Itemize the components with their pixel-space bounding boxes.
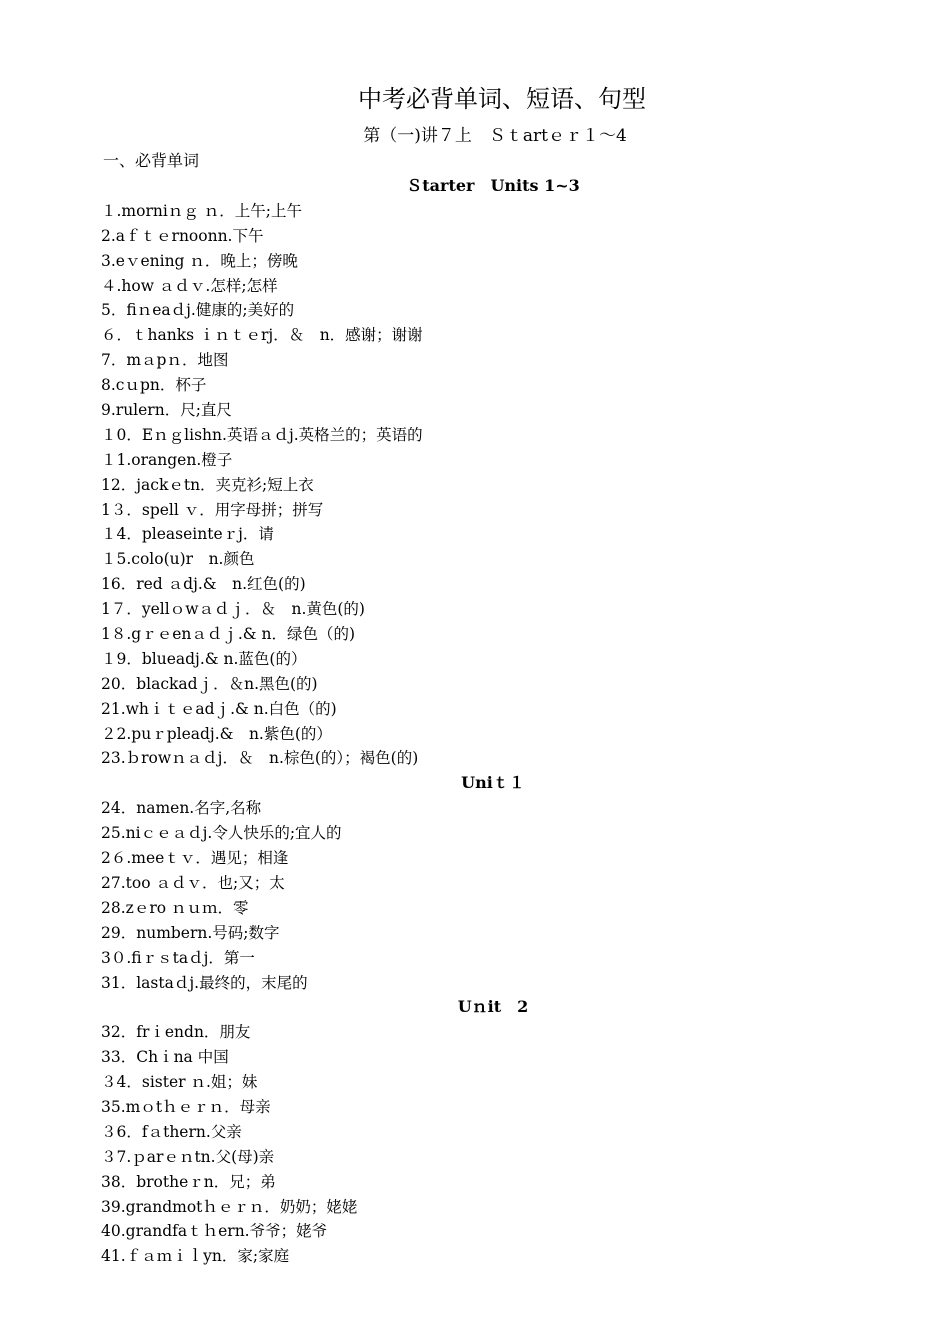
vocab-item: 24．namen.名字,名称 xyxy=(101,799,262,818)
vocab-item: 9.rulern．尺;直尺 xyxy=(101,401,232,420)
vocab-item: ３4．sister ｎ.姐；妹 xyxy=(101,1073,258,1092)
vocab-item: １1.orangen.橙子 xyxy=(101,450,233,469)
document-title: 中考必背单词、短语、句型 xyxy=(358,85,646,113)
unit-heading: Ｓtarter Units 1~3 xyxy=(406,176,580,195)
unit-heading: Uｎit 2 xyxy=(457,997,529,1017)
vocab-item: 8.cｕpn．杯子 xyxy=(101,376,207,395)
vocab-item: 31．lastaｄj.最终的，末尾的 xyxy=(101,973,308,992)
vocab-item: １.morniｎｇ ｎ．上午;上午 xyxy=(101,201,302,220)
vocab-item: 25.niｃｅａｄj.令人快乐的;宜人的 xyxy=(101,824,342,843)
section-heading: 一、必背单词 xyxy=(103,151,200,170)
vocab-item: １4．pleaseinteｒj．请 xyxy=(101,525,274,544)
vocab-item: 16．red ａdj.& n.红色(的) xyxy=(101,575,306,594)
vocab-item: 3.eｖening ｎ．晚上；傍晚 xyxy=(101,251,298,270)
vocab-item: １0．Eｎｇlishn.英语ａｄj.英格兰的；英语的 xyxy=(101,425,423,444)
vocab-item: 40.grandfaｔｈern.爷爷；姥爷 xyxy=(101,1222,328,1241)
vocab-item: 1８.gｒｅenａｄｊ.& n．绿色（的) xyxy=(101,625,356,644)
vocab-item: 29．numbern.号码;数字 xyxy=(101,923,280,942)
vocab-item: 5．fiｎeaｄj.健康的;美好的 xyxy=(101,301,295,320)
vocab-item: 1７．yellｏwａｄｊ．＆ n.黄色(的) xyxy=(101,600,365,619)
vocab-item: 33．Chｉna 中国 xyxy=(101,1048,229,1067)
vocab-item: 38．brotheｒn．兄；弟 xyxy=(101,1172,276,1191)
vocab-item: 39.grandmotｈｅｒｎ．奶奶；姥姥 xyxy=(101,1197,358,1216)
lecture-subtitle: 第（一)讲７上 Ｓｔartｅｒ１～4 xyxy=(363,126,627,146)
vocab-item: 2６.meeｔｖ．遇见；相逢 xyxy=(101,849,289,868)
vocab-item: 21.whｉｔｅadｊ.& n.白色（的) xyxy=(101,699,337,718)
vocab-item: １5.colo(u)r n.颜色 xyxy=(101,550,255,569)
vocab-item: 12．jackｅtn．夹克衫;短上衣 xyxy=(101,475,314,494)
vocab-item: 20．blackadｊ．＆n.黑色(的) xyxy=(101,674,318,693)
vocab-item: 32．frｉendn．朋友 xyxy=(101,1023,251,1042)
vocab-item: 1３．spell ｖ．用字母拼；拼写 xyxy=(101,500,324,519)
unit-heading: Uniｔ１ xyxy=(461,773,525,793)
vocab-item: ４.how ａｄｖ.怎样;怎样 xyxy=(101,276,278,295)
vocab-item: 27.too ａｄｖ．也;又；太 xyxy=(101,873,285,892)
vocab-item: 3０.fiｒｓtaｄj．第一 xyxy=(101,948,255,967)
vocab-item: 35.mｏtｈｅｒｎ．母亲 xyxy=(101,1097,271,1116)
vocab-item: ２2.puｒpleadj.& n.紫色(的） xyxy=(101,724,332,743)
vocab-item: ６．ｔhanks ｉｎｔｅrj．＆ n．感谢；谢谢 xyxy=(101,326,423,345)
vocab-item: ３7.ｐarｅｎtn.父(母)亲 xyxy=(101,1147,275,1166)
vocab-item: １9．blueadj.& n.蓝色(的） xyxy=(101,649,307,668)
vocab-item: 28.zｅro ｎｕｍ．零 xyxy=(101,898,249,917)
vocab-item: ３6．fａthern.父亲 xyxy=(101,1122,242,1141)
vocab-item: 23.ｂrowｎａｄj．＆ n.棕色(的）；褐色(的) xyxy=(101,749,419,768)
vocab-item: 7．mａpｎ．地图 xyxy=(101,351,229,370)
vocab-item: 41.ｆａｍｉｌyn．家;家庭 xyxy=(101,1247,290,1266)
vocab-item: 2.aｆｔｅrnoonn.下午 xyxy=(101,226,264,245)
word-list xyxy=(101,174,891,1269)
